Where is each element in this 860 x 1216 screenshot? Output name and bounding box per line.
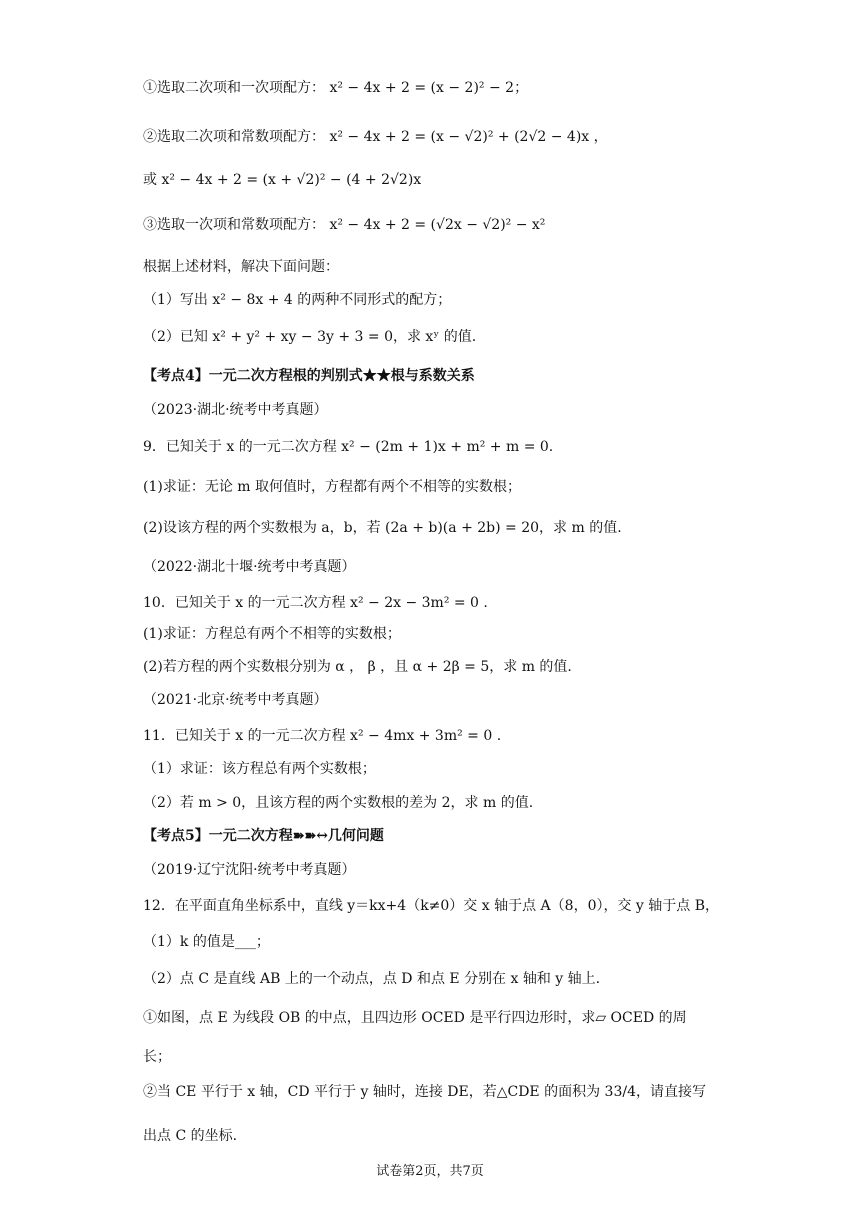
text-line: (2)若方程的两个实数根分别为 α ， β ，且 α + 2β = 5，求 m 的值. [143, 659, 572, 675]
text-line: （1）k 的值是___； [143, 934, 270, 950]
text-line: （2021·北京·统考中考真题） [143, 692, 328, 708]
text-line: ③选取一次项和常数项配方： x² − 4x + 2 = (√2x − √2)² − x² [143, 217, 546, 233]
page-footer: 试卷第2页，共7页 [376, 1164, 484, 1179]
text-line: 9．已知关于 x 的一元二次方程 x² − (2m + 1)x + m² + m = 0. [143, 439, 554, 455]
text-line: （2023·湖北·统考中考真题） [143, 402, 328, 418]
text-line: （2）若 m > 0，且该方程的两个实数根的差为 2，求 m 的值. [143, 795, 534, 811]
text-line: 出点 C 的坐标. [143, 1128, 238, 1144]
text-line: 11．已知关于 x 的一元二次方程 x² − 4mx + 3m² = 0 . [143, 728, 502, 744]
text-line: （2022·湖北十堰·统考中考真题） [143, 559, 356, 575]
text-line: （2）点 C 是直线 AB 上的一个动点，点 D 和点 E 分别在 x 轴和 y 轴上. [143, 971, 601, 987]
text-line: ①如图，点 E 为线段 OB 的中点，且四边形 OCED 是平行四边形时，求▱ OCED 的周 [143, 1010, 687, 1026]
text-line: 或 x² − 4x + 2 = (x + √2)² − (4 + 2√2)x [143, 172, 422, 188]
text-line: ①选取二次项和一次项配方： x² − 4x + 2 = (x − 2)² − 2； [143, 80, 529, 96]
text-line: ②选取二次项和常数项配方： x² − 4x + 2 = (x − √2)² + (2√2 − 4)x ， [143, 129, 608, 145]
text-line: (1)求证：无论 m 取何值时，方程都有两个不相等的实数根； [143, 479, 522, 495]
text-line: （1）写出 x² − 8x + 4 的两种不同形式的配方； [143, 292, 452, 308]
text-line: （2）已知 x² + y² + xy − 3y + 3 = 0，求 xʸ 的值. [143, 329, 477, 345]
text-line: (2)设该方程的两个实数根为 a，b，若 (2a + b)(a + 2b) = 20，求 m 的值. [143, 520, 622, 536]
text-line: 12．在平面直角坐标系中，直线 y＝kx+4（k≠0）交 x 轴于点 A（8，0），交 y 轴于点 B， [143, 898, 720, 914]
text-line: (1)求证：方程总有两个不相等的实数根； [143, 626, 401, 642]
text-line: 10．已知关于 x 的一元二次方程 x² − 2x − 3m² = 0 . [143, 595, 488, 611]
text-line: 根据上述材料，解决下面问题： [143, 259, 339, 275]
section-heading: 【考点5】一元二次方程➽➽↔几何问题 [143, 828, 384, 844]
text-line: ②当 CE 平行于 x 轴，CD 平行于 y 轴时，连接 DE，若△CDE 的面积为 33/4，请直接写 [143, 1084, 706, 1100]
text-line: （2019·辽宁沈阳·统考中考真题） [143, 862, 356, 878]
text-line: （1）求证：该方程总有两个实数根； [143, 761, 376, 777]
section-heading: 【考点4】一元二次方程根的判别式★★根与系数关系 [143, 368, 475, 384]
text-line: 长； [143, 1049, 171, 1065]
